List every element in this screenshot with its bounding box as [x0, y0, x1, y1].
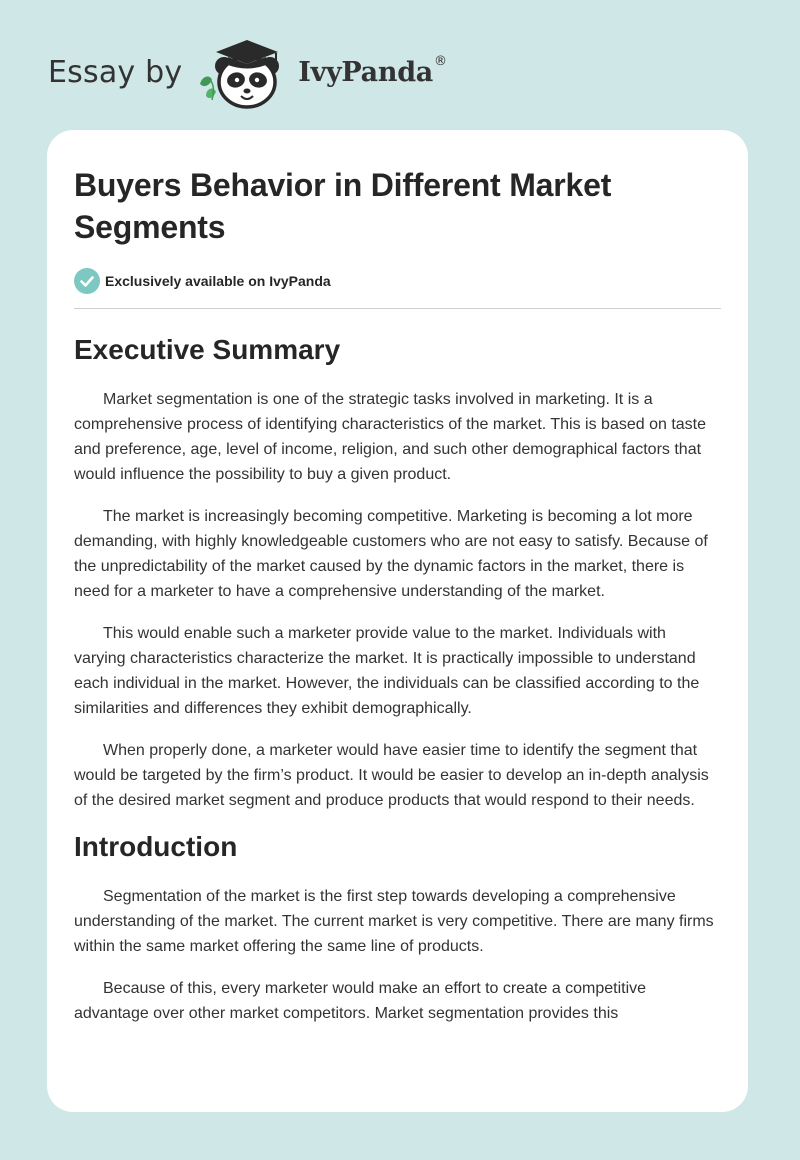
panda-mascot-icon	[196, 34, 292, 110]
paragraph: When properly done, a marketer would have easier time to identify the segment that would be targeted by the firm’s product. It would be easier to develop an in-depth analysis of the desired market segment and produce products that would respond to their needs.	[74, 742, 709, 809]
article-card	[47, 130, 748, 1112]
registered-mark: ®	[433, 54, 447, 69]
paragraph: Segmentation of the market is the first step towards developing a comprehensive understanding of the market. The current market is very competitive. There are many firms within the same market offering the same line of products.	[74, 888, 714, 955]
exclusive-badge-label: Exclusively available on IvyPanda	[105, 273, 331, 289]
brand-logo[interactable]	[48, 34, 447, 110]
brand-name: IvyPanda	[298, 56, 433, 88]
article-title: Buyers Behavior in Different Market Segments	[74, 167, 612, 245]
paragraph: Market segmentation is one of the strategic tasks involved in marketing. It is a comprehensive process of identifying characteristics of the market. This is based on taste and preference, age, level of income, religion, and such other demographical factors that would influence the possibility to buy a given product.	[74, 391, 707, 483]
header-divider	[74, 308, 721, 309]
brand-prefix: Essay by	[48, 54, 183, 90]
section-introduction	[74, 830, 721, 1026]
paragraph: This would enable such a marketer provide value to the market. Individuals with varying characteristics characterize the market. It is practically impossible to understand each individual in the market. However, the individuals can be classified according to the similarities and differences they exhibit demographically.	[74, 625, 700, 717]
paragraph: Because of this, every marketer would make an effort to create a competitive advantage over other market competitors. Market segmentation provides this	[74, 980, 647, 1022]
paragraph: The market is increasingly becoming competitive. Marketing is becoming a lot more demanding, with highly knowledgeable customers who are not easy to satisfy. Because of the unpredictability of the market caused by the dynamic factors in the market, there is need for a marketer to have a comprehensive understanding of the market.	[74, 508, 708, 600]
checkmark-icon	[74, 268, 100, 294]
section-heading: Executive Summary	[74, 334, 341, 365]
section-executive-summary	[74, 333, 721, 813]
section-heading: Introduction	[74, 831, 238, 862]
exclusive-badge	[74, 268, 721, 294]
